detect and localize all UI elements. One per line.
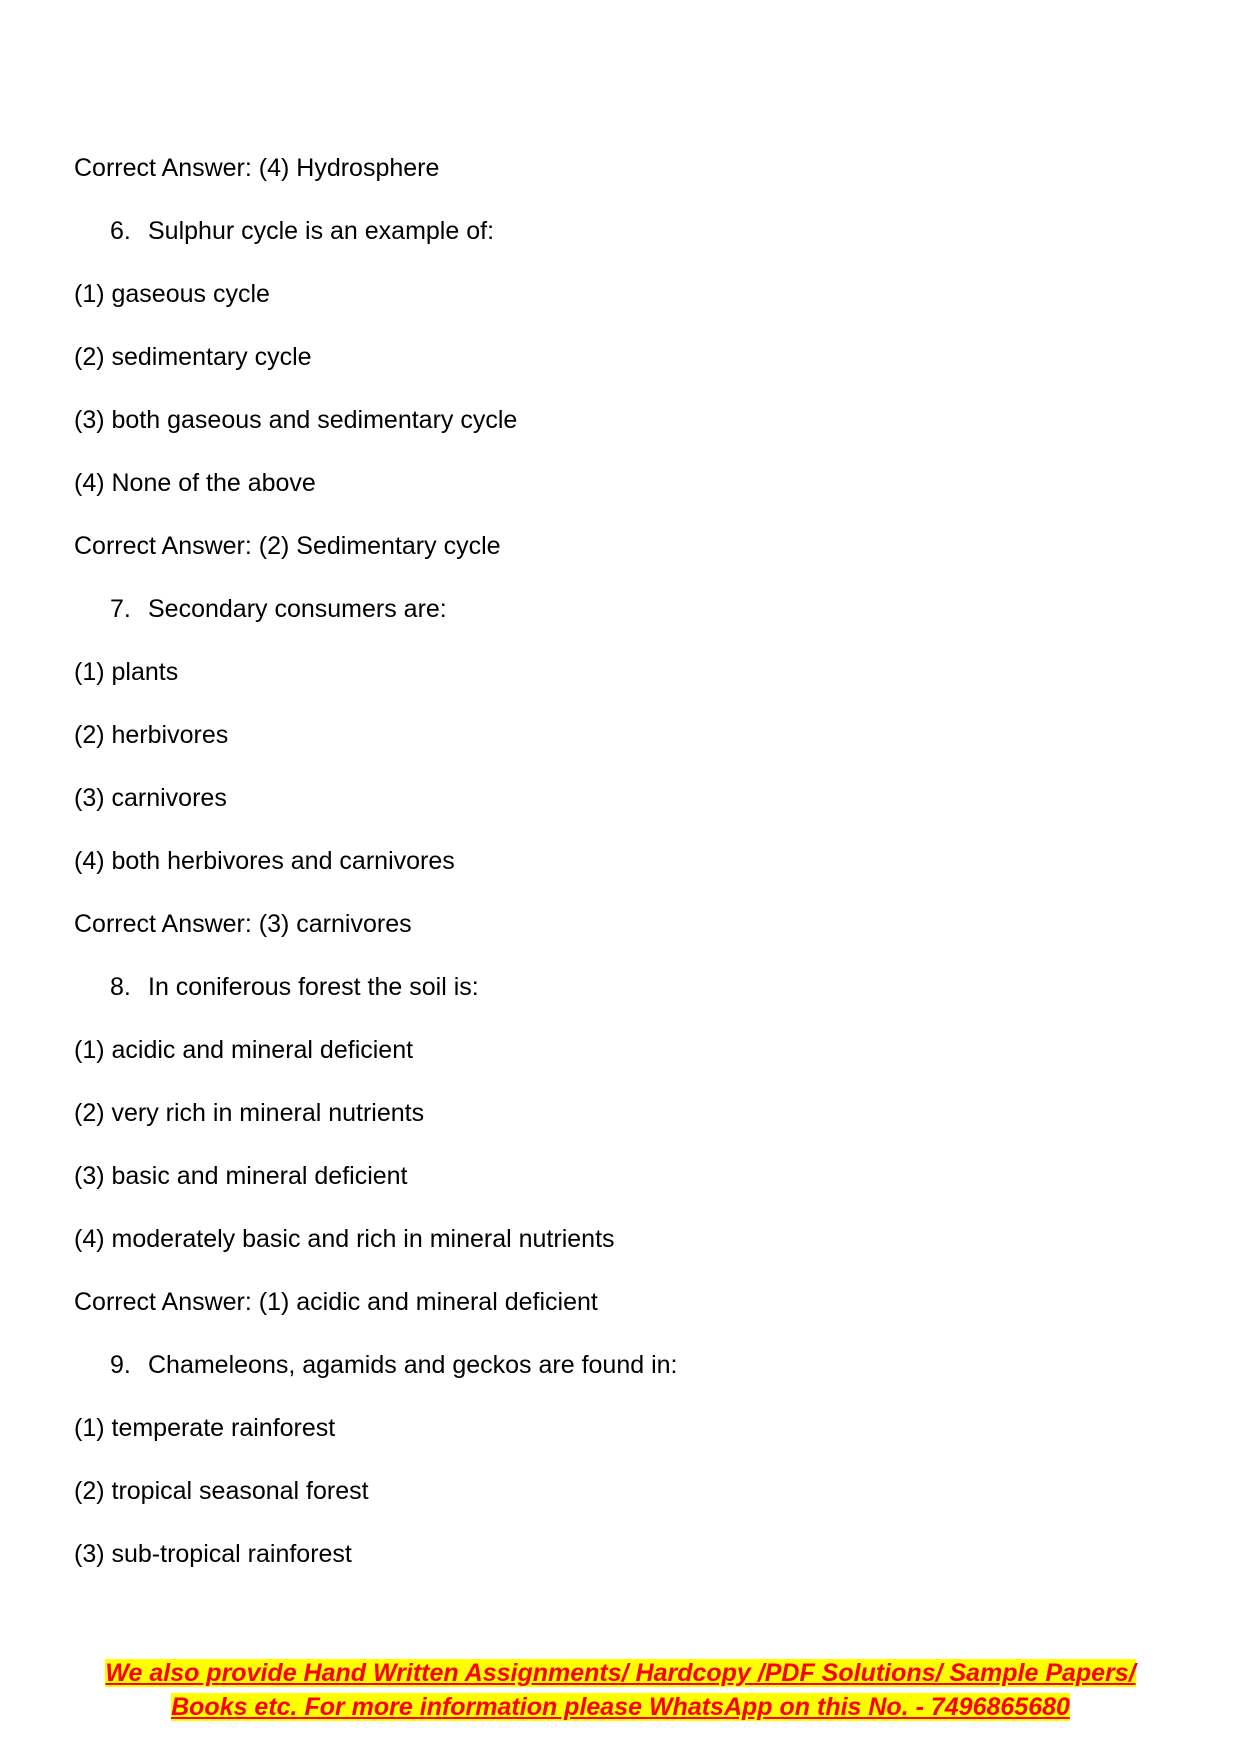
option-line: (3) sub-tropical rainforest xyxy=(74,1540,352,1568)
question-number: 7. xyxy=(110,595,131,623)
question-8 xyxy=(110,972,479,1002)
question-number: 8. xyxy=(110,973,131,1001)
answer-line: Correct Answer: (3) carnivores xyxy=(74,910,412,938)
option-line: (3) both gaseous and sedimentary cycle xyxy=(74,406,518,434)
option-line: (1) acidic and mineral deficient xyxy=(74,1036,414,1064)
option-line: (4) None of the above xyxy=(74,469,316,497)
promo-line-2: Books etc. For more information please WhatsApp on this No. - 7496865680 xyxy=(171,1693,1070,1721)
answer-line: Correct Answer: (4) Hydrosphere xyxy=(74,154,440,182)
option-line: (1) gaseous cycle xyxy=(74,280,270,308)
question-number: 6. xyxy=(110,217,131,245)
question-text: Sulphur cycle is an example of: xyxy=(148,217,495,245)
option-line: (4) moderately basic and rich in mineral nutrients xyxy=(74,1225,615,1253)
option-line: (3) basic and mineral deficient xyxy=(74,1162,408,1190)
option-line: (3) carnivores xyxy=(74,784,227,812)
option-line: (1) temperate rainforest xyxy=(74,1414,336,1442)
question-7 xyxy=(110,594,447,624)
question-text: Chameleons, agamids and geckos are found in: xyxy=(148,1351,678,1379)
question-6 xyxy=(110,216,494,246)
option-line: (2) sedimentary cycle xyxy=(74,343,312,371)
answer-line: Correct Answer: (2) Sedimentary cycle xyxy=(74,532,501,560)
option-line: (2) very rich in mineral nutrients xyxy=(74,1099,425,1127)
option-line: (4) both herbivores and carnivores xyxy=(74,847,455,875)
option-line: (2) herbivores xyxy=(74,721,229,749)
option-line: (1) plants xyxy=(74,658,179,686)
question-9 xyxy=(110,1350,678,1380)
question-text: In coniferous forest the soil is: xyxy=(148,973,479,1001)
option-line: (2) tropical seasonal forest xyxy=(74,1477,369,1505)
question-text: Secondary consumers are: xyxy=(148,595,447,623)
promo-line-1: We also provide Hand Written Assignments/ Hardcopy /PDF Solutions/ Sample Papers/ xyxy=(105,1659,1136,1687)
promo-footer xyxy=(0,1656,1241,1724)
question-number: 9. xyxy=(110,1351,131,1379)
answer-line: Correct Answer: (1) acidic and mineral deficient xyxy=(74,1288,598,1316)
